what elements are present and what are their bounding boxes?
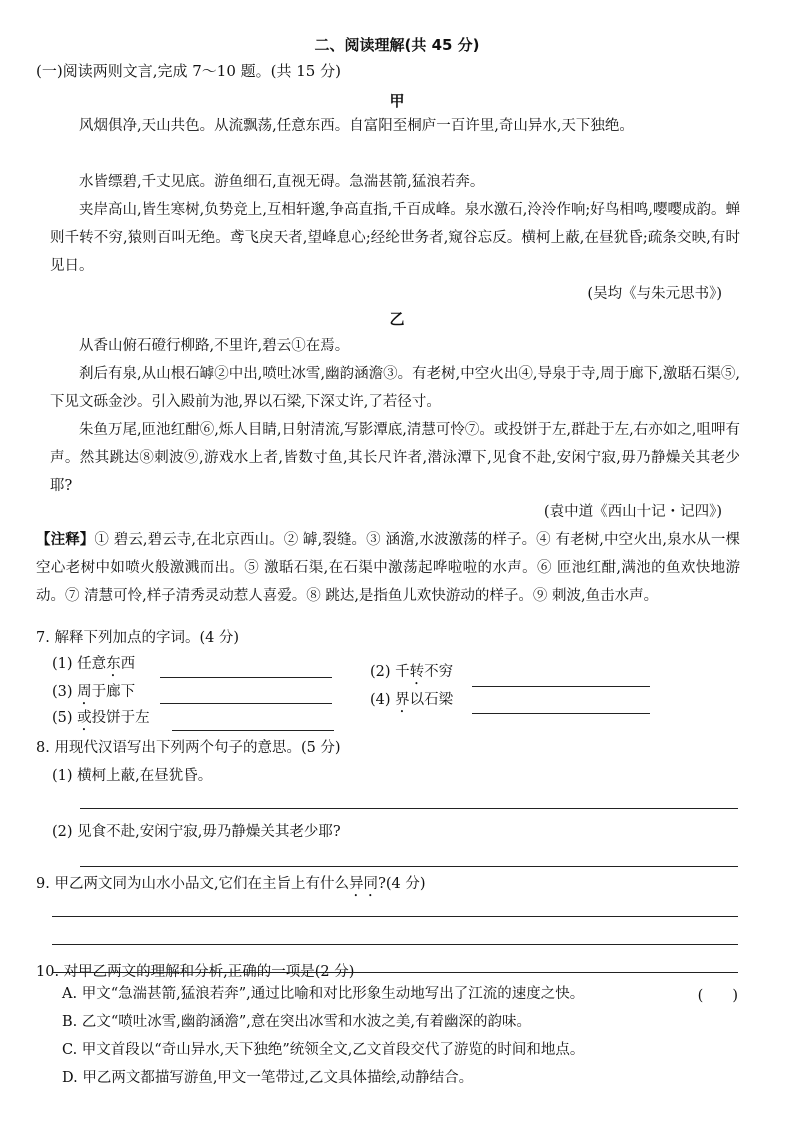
- passage-a-source: (吴均《与朱元思书》): [587, 286, 722, 302]
- annotation-text: ① 碧云,碧云寺,在北京西山。② 罅,裂缝。③ 涵澹,水波激荡的样子。④ 有老树,中空火出,泉水从一棵空心老树中如喷火般激溅而出。⑤ 激聒石渠,在石渠中激荡起哗啦啦的水声。⑥ 匝池红酣,满池的鱼欢快地游动。⑦ 清慧可怜,样子清秀灵动惹人喜爱。⑧ 跳达,是指鱼儿欢快游动的样子。⑨ 刺波,鱼击水声。: [36, 532, 740, 604]
- annotation-block: [36, 526, 740, 610]
- q10-rule-line: [52, 972, 738, 973]
- passage-b-label: 乙: [389, 310, 405, 328]
- q7-item-1: (1) 任意东西: [52, 656, 136, 672]
- q10-option-d[interactable]: D. 甲乙两文都描写游鱼,甲文一笔带过,乙文具体描绘,动静结合。: [62, 1070, 474, 1086]
- q7-item-2: (2) 千转不穷: [370, 664, 454, 680]
- q7-item-3: (3) 周于廊下: [52, 684, 136, 700]
- q7-item-5: (5) 或投饼于左: [52, 710, 150, 726]
- part-title: (一)阅读两则文言,完成 7～10 题。(共 15 分): [36, 62, 341, 80]
- q8-sentence-1: (1) 横柯上蔽,在昼犹昏。: [52, 768, 213, 784]
- q7-answer-line-1[interactable]: [160, 677, 332, 678]
- q10-answer-parentheses[interactable]: ( ): [697, 988, 738, 1004]
- q10-option-a[interactable]: A. 甲文“急湍甚箭,猛浪若奔”,通过比喻和对比形象生动地写出了江流的速度之快。: [62, 986, 585, 1002]
- passage-b-paragraph-1: 从香山俯石磴行柳路,不里许,碧云①在焉。: [79, 338, 350, 354]
- question-9-stem: 9. 甲乙两文同为山水小品文,它们在主旨上有什么异同?(4 分): [36, 876, 426, 892]
- q9-answer-line-2[interactable]: [52, 944, 738, 945]
- section-title: 二、阅读理解(共 45 分): [314, 36, 480, 54]
- q7-answer-line-2[interactable]: [472, 686, 650, 687]
- passage-a-label: 甲: [389, 92, 405, 110]
- passage-b-source: (袁中道《西山十记・记四》): [543, 504, 722, 520]
- question-8-stem: 8. 用现代汉语写出下列两个句子的意思。(5 分): [36, 740, 341, 756]
- q10-option-c[interactable]: C. 甲文首段以“奇山异水,天下独绝”统领全文,乙文首段交代了游览的时间和地点。: [62, 1042, 585, 1058]
- q9-answer-line-1[interactable]: [52, 916, 738, 917]
- passage-a-paragraph-2: 水皆缥碧,千丈见底。游鱼细石,直视无碍。急湍甚箭,猛浪若奔。: [79, 174, 485, 190]
- passage-b-paragraph-2: 刹后有泉,从山根石罅②中出,喷吐冰雪,幽韵涵澹③。有老树,中空火出④,导泉于寺,周于廊下,激聒石渠⑤,下见文砾金沙。引入殿前为池,界以石梁,下深丈许,了若径寸。: [50, 366, 740, 410]
- q8-answer-line-2[interactable]: [80, 866, 738, 867]
- q7-answer-line-4[interactable]: [472, 713, 650, 714]
- passage-b-paragraph-3: 朱鱼万尾,匝池红酣⑥,烁人目睛,日射清流,写影潭底,清慧可怜⑦。或投饼于左,群赴于左,右亦如之,咀呷有声。然其跳达⑧刺波⑨,游戏水上者,皆数寸鱼,其长尺许者,潜泳潭下,见食不赴,安闲宁寂,毋乃静燥关其老少耶?: [50, 422, 740, 494]
- q8-sentence-2: (2) 见食不赴,安闲宁寂,毋乃静燥关其老少耶?: [52, 824, 341, 840]
- annotation-tag: 【注释】: [36, 532, 95, 548]
- passage-a-paragraph-1: 风烟俱净,天山共色。从流飘荡,任意东西。自富阳至桐庐一百许里,奇山异水,天下独绝。: [79, 118, 634, 134]
- q7-answer-line-5[interactable]: [172, 730, 334, 731]
- q7-item-4: (4) 界以石梁: [370, 692, 454, 708]
- q10-option-b[interactable]: B. 乙文“喷吐冰雪,幽韵涵澹”,意在突出冰雪和水波之美,有着幽深的韵味。: [62, 1014, 532, 1030]
- q8-answer-line-1[interactable]: [80, 808, 738, 809]
- question-10-stem: 10. 对甲乙两文的理解和分析,正确的一项是(2 分): [36, 964, 355, 980]
- q7-answer-line-3[interactable]: [160, 703, 332, 704]
- question-7-stem: 7. 解释下列加点的字词。(4 分): [36, 630, 240, 646]
- passage-a-paragraph-3: 夹岸高山,皆生寒树,负势竞上,互相轩邈,争高直指,千百成峰。泉水激石,泠泠作响;好鸟相鸣,嘤嘤成韵。蝉则千转不穷,猿则百叫无绝。鸢飞戾天者,望峰息心;经纶世务者,窥谷忘反。横柯上蔽,在昼犹昏;疏条交映,有时见日。: [50, 202, 740, 274]
